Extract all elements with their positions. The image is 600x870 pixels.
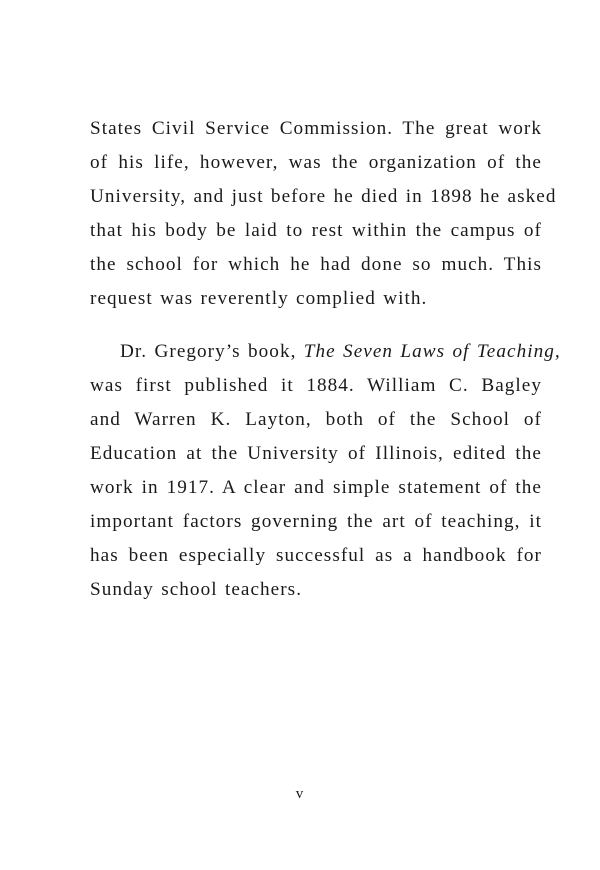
text-line: important factors governing the art of teaching, it — [90, 511, 542, 532]
text-line: was first published it 1884. William C. Bagley — [90, 375, 542, 396]
text-line: Education at the University of Illinois, edited the — [90, 443, 542, 464]
text-line: request was reverently complied with. — [90, 288, 428, 309]
paragraph-2 — [90, 335, 561, 607]
text-line: the school for which he had done so much. This — [90, 254, 542, 275]
body-text — [90, 112, 561, 607]
page-number: v — [295, 786, 305, 802]
text-line: work in 1917. A clear and simple statement of the — [90, 477, 542, 498]
text-line: of his life, however, was the organization of the — [90, 152, 542, 173]
text-line: and Warren K. Layton, both of the School of — [90, 409, 542, 430]
text-line: has been especially successful as a handbook for — [90, 545, 542, 566]
paragraph-gap — [90, 316, 542, 335]
text-line: Sunday school teachers. — [90, 579, 303, 600]
text-line — [90, 335, 561, 369]
book-title: The Seven Laws of Teaching, — [303, 341, 561, 362]
text-line: University, and just before he died in 1898 he asked — [90, 186, 557, 207]
text-segment: Dr. Gregory’s book, — [120, 341, 304, 362]
text-line: that his body be laid to rest within the campus of — [90, 220, 542, 241]
text-line: States Civil Service Commission. The great work — [90, 118, 542, 139]
paragraph-1 — [90, 112, 557, 316]
